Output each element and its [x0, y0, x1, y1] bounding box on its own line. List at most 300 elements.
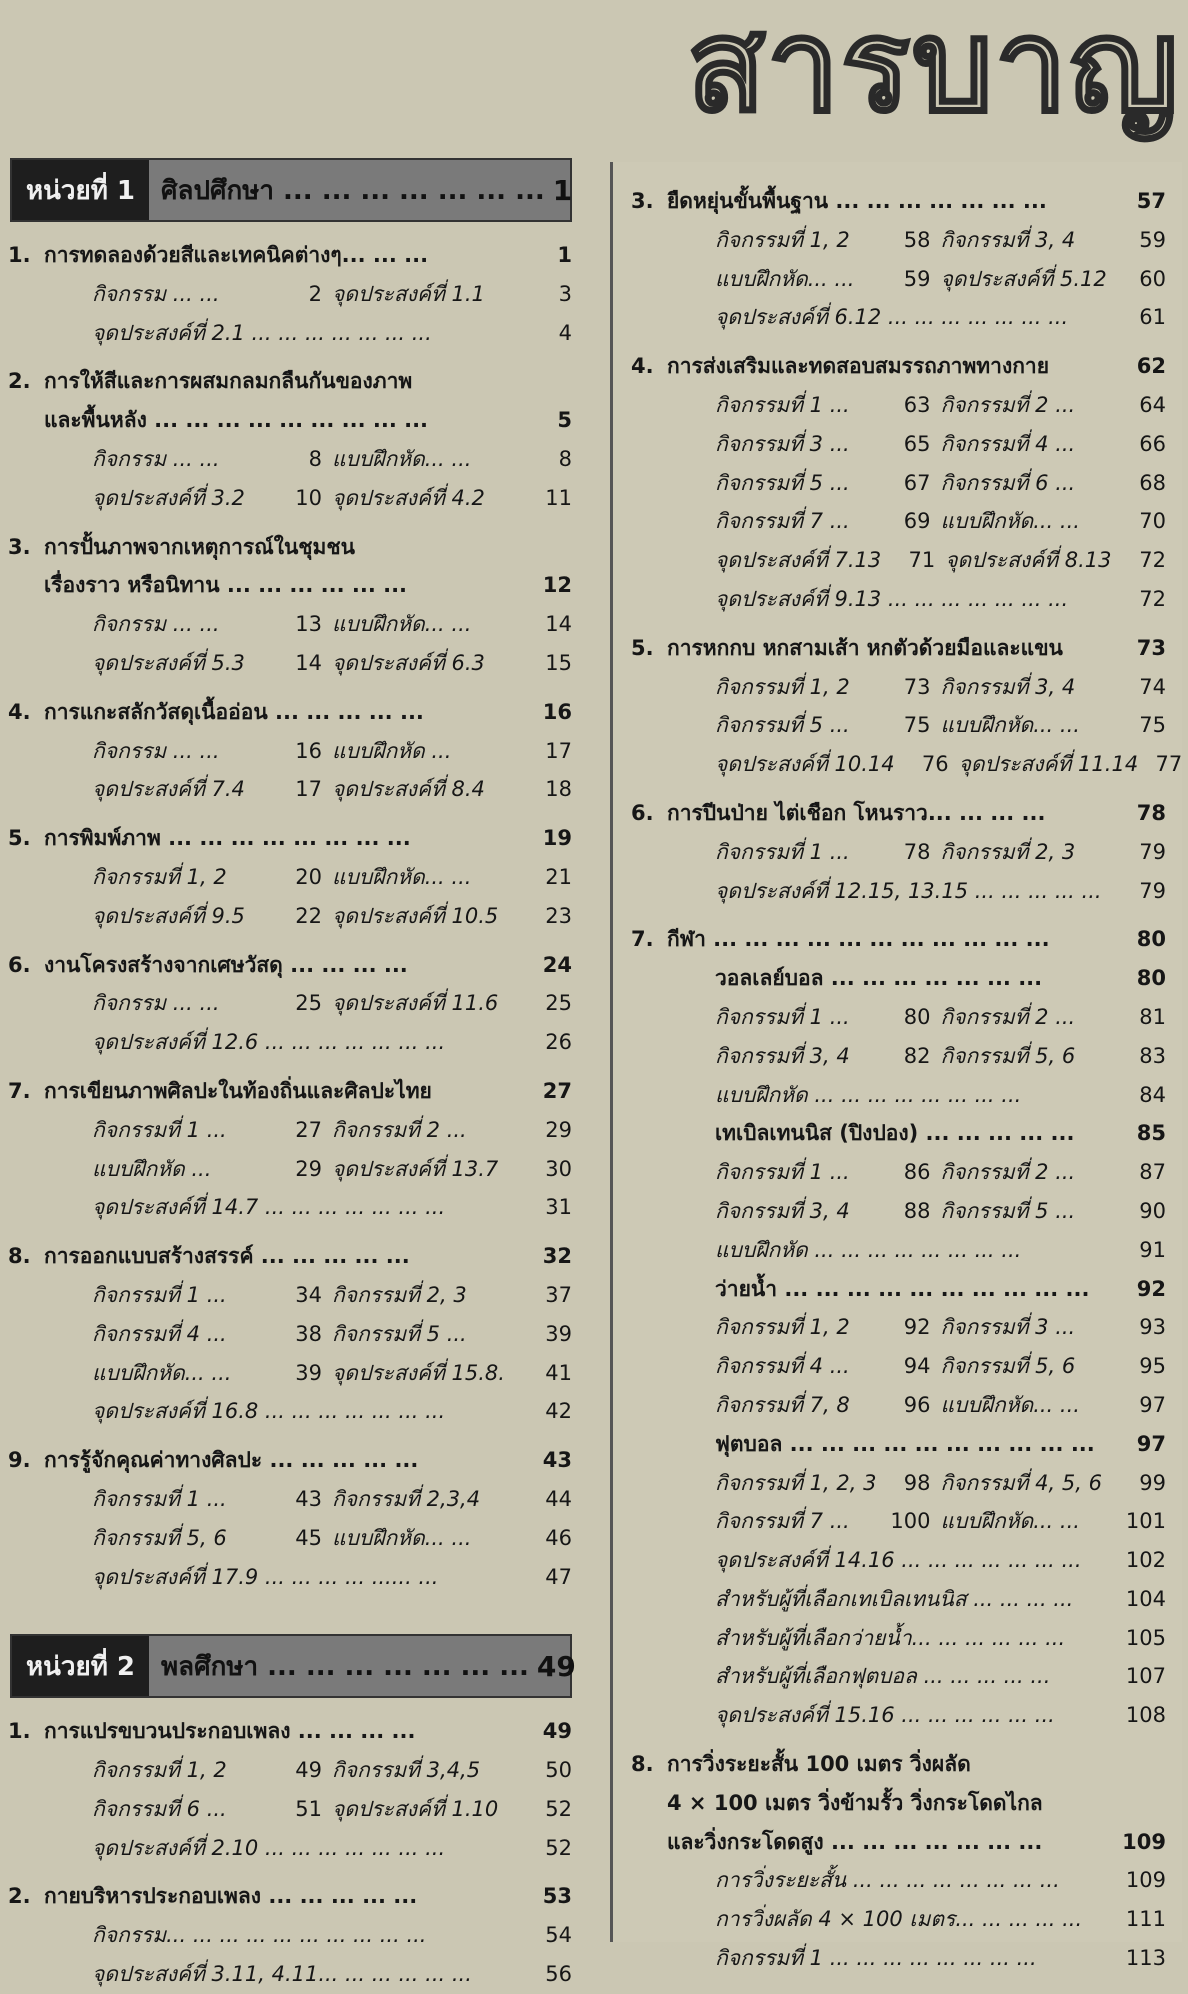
chapter	[631, 182, 1166, 337]
toc-entry	[941, 668, 1167, 707]
subsection-label: วอลเลย์บอล ... ... ... ... ... ... ...	[715, 966, 1043, 991]
chapter-title	[8, 1072, 572, 1111]
toc-entry	[715, 260, 941, 299]
entry-label: จุดประสงค์ที่ 5.3	[92, 650, 245, 675]
entry-label: กิจกรรมที่ 5, 6	[940, 1043, 1076, 1068]
entry-label: แบบฝึกหัด... ...	[940, 1392, 1080, 1417]
chapter-label: กายบริหารประกอบเพลง ... ... ... ... ...	[44, 1884, 418, 1909]
chapter	[8, 693, 572, 809]
toc-entry	[941, 221, 1167, 260]
entry-label: กิจกรรมที่ 1, 2, 3	[715, 1470, 877, 1495]
page-number: 87	[1139, 1160, 1166, 1185]
entry-label: กิจกรรมที่ 7 ...	[715, 1509, 850, 1534]
entry-label: จุดประสงค์ที่ 8.4	[332, 777, 485, 802]
page-number: 73	[1136, 635, 1166, 660]
toc-entry	[941, 706, 1167, 745]
page-number: 76	[921, 752, 949, 777]
entry-label: กิจกรรมที่ 4 ...	[940, 431, 1076, 456]
page-number: 46	[545, 1525, 572, 1550]
chapter-title	[8, 362, 572, 401]
toc-entry	[332, 440, 572, 479]
toc-entry-pair	[667, 1037, 1166, 1076]
entry-label: การวิ่งผลัด 4 × 100 เมตร... ... ... ... ...	[715, 1907, 1083, 1932]
right-column	[610, 162, 1183, 1971]
page-number: 8	[558, 446, 572, 471]
entry-label: กิจกรรมที่ 2 ...	[332, 1117, 467, 1142]
entry-label: กิจกรรมที่ 1, 2	[715, 1315, 850, 1340]
toc-entry	[941, 386, 1167, 425]
toc-entry-pair	[667, 1502, 1166, 1541]
entry-label: จุดประสงค์ที่ 14.7 ... ... ... ... ... ... ...	[92, 1195, 446, 1220]
toc-entry-pair	[44, 605, 572, 644]
entry-label: แบบฝึกหัด... ...	[940, 1509, 1080, 1534]
entry-label: แบบฝึกหัด ... ... ... ... ... ... ... ...	[715, 1082, 1022, 1107]
chapter-label: การรู้จักคุณค่าทางศิลปะ ... ... ... ... ...	[44, 1448, 419, 1473]
toc-entry	[92, 1276, 332, 1315]
entry-label: จุดประสงค์ที่ 6.3	[332, 650, 485, 675]
toc-entry	[715, 706, 941, 745]
toc-entry	[332, 479, 572, 518]
page-number: 1	[552, 173, 573, 207]
page-number: 21	[545, 864, 572, 889]
chapter-title	[631, 629, 1166, 668]
toc-entry-pair	[667, 668, 1166, 707]
page-number: 37	[545, 1282, 572, 1307]
subsection-title	[667, 1270, 1166, 1309]
entry-label: กิจกรรมที่ 1 ...	[715, 1160, 850, 1185]
toc-entry	[44, 1023, 572, 1062]
entry-label: จุดประสงค์ที่ 11.6	[332, 991, 499, 1016]
chapter-number: 6.	[8, 952, 31, 977]
entry-label: แบบฝึกหัด... ...	[332, 1525, 472, 1550]
entry-label: จุดประสงค์ที่ 7.4	[92, 777, 245, 802]
page-number: 64	[1139, 392, 1166, 417]
toc-entry	[667, 1696, 1166, 1735]
toc-entry	[715, 1347, 941, 1386]
chapter-title	[631, 794, 1166, 833]
chapter-title	[44, 566, 572, 605]
chapter	[631, 347, 1166, 619]
page-number: 42	[545, 1399, 572, 1424]
page-number: 38	[295, 1321, 322, 1346]
entry-label: จุดประสงค์ที่ 16.8 ... ... ... ... ... ... ...	[92, 1399, 446, 1424]
toc-entry	[667, 298, 1166, 337]
page-number: 85	[1136, 1121, 1166, 1146]
page-number: 91	[1139, 1237, 1166, 1262]
toc-entry-pair	[44, 1111, 572, 1150]
page-number: 56	[545, 1962, 572, 1987]
page-number: 111	[1125, 1907, 1166, 1932]
toc-entry-pair	[667, 1386, 1166, 1425]
page-number: 80	[1136, 927, 1166, 952]
page-number: 78	[1136, 800, 1166, 825]
entry-label: จุดประสงค์ที่ 4.2	[332, 485, 485, 510]
toc-entry	[332, 1354, 572, 1393]
chapter	[8, 1441, 572, 1596]
entry-label: สำหรับผู้ที่เลือกเทเบิลเทนนิส ... ... ... ...	[715, 1586, 1074, 1611]
page-number: 44	[545, 1486, 572, 1511]
page-number: 108	[1125, 1703, 1166, 1728]
toc-entry	[715, 464, 941, 503]
toc-entry	[44, 1916, 572, 1955]
toc-entry-pair	[44, 1354, 572, 1393]
chapter-title	[631, 1745, 1166, 1784]
chapter-number: 2.	[8, 1884, 31, 1909]
chapter-label: กีฬา ... ... ... ... ... ... ... ... ... ... ...	[667, 927, 1050, 952]
toc-entry	[941, 260, 1167, 299]
toc-entry	[92, 732, 332, 771]
entry-label: แบบฝึกหัด ... ... ... ... ... ... ... ...	[715, 1237, 1022, 1262]
toc-entry	[92, 440, 332, 479]
toc-entry	[941, 1502, 1167, 1541]
page-number: 32	[542, 1244, 572, 1269]
page-number: 51	[295, 1796, 322, 1821]
chapter	[8, 819, 572, 935]
entry-label: จุดประสงค์ที่ 2.10 ... ... ... ... ... ... ...	[92, 1835, 446, 1860]
page-number: 34	[295, 1282, 322, 1307]
page-number: 97	[1139, 1392, 1166, 1417]
chapter-title	[44, 401, 572, 440]
toc-entry-pair	[44, 732, 572, 771]
page-number: 59	[1139, 227, 1166, 252]
toc-entry-pair	[44, 1480, 572, 1519]
entry-label: กิจกรรมที่ 3,4,5	[332, 1758, 481, 1783]
chapter-number: 4.	[8, 699, 31, 724]
entry-label: กิจกรรมที่ 3, 4	[715, 1043, 850, 1068]
unit-tag: หน่วยที่ 2	[12, 1636, 149, 1696]
chapter-label: การวิ่งระยะสั้น 100 เมตร วิ่งผลัด	[667, 1752, 971, 1777]
page-number: 4	[558, 320, 572, 345]
toc-entry	[92, 897, 332, 936]
page-number: 49	[295, 1758, 322, 1783]
entry-label: กิจกรรม ... ...	[92, 612, 220, 637]
entry-label: จุดประสงค์ที่ 17.9 ... ... ... ... ...... ...	[92, 1564, 439, 1589]
unit-title: พลศึกษา ... ... ... ... ... ... ...	[161, 1651, 529, 1682]
toc-entry-pair	[44, 440, 572, 479]
toc-entry	[941, 1386, 1167, 1425]
page-number: 75	[903, 713, 931, 738]
chapter	[8, 1712, 572, 1867]
toc-entry	[667, 1231, 1166, 1270]
page-number: 72	[1139, 586, 1166, 611]
entry-label: แบบฝึกหัด... ...	[92, 1360, 232, 1385]
toc-entry	[332, 732, 572, 771]
page-number: 58	[903, 227, 931, 252]
entry-label: กิจกรรมที่ 1, 2	[715, 227, 850, 252]
page-number: 102	[1125, 1548, 1166, 1573]
chapter-label: การเขียนภาพศิลปะในท้องถิ่นและศิลปะไทย	[44, 1078, 432, 1103]
page-number: 93	[1139, 1315, 1166, 1340]
chapter-label: งานโครงสร้างจากเศษวัสดุ ... ... ... ...	[44, 952, 408, 977]
chapter	[631, 920, 1166, 1735]
entry-label: จุดประสงค์ที่ 12.6 ... ... ... ... ... ... ...	[92, 1030, 446, 1055]
toc-entry-pair	[44, 479, 572, 518]
page-number: 13	[295, 612, 322, 637]
entry-label: กิจกรรมที่ 2, 3	[940, 839, 1076, 864]
page-number: 59	[903, 266, 931, 291]
entry-label: กิจกรรมที่ 5 ...	[715, 470, 850, 495]
entry-label: กิจกรรม ... ...	[92, 446, 220, 471]
toc-entry-pair	[667, 1347, 1166, 1386]
toc-entry	[332, 1276, 572, 1315]
page-number: 26	[545, 1030, 572, 1055]
entry-label: จุดประสงค์ที่ 15.8.	[332, 1360, 505, 1385]
entry-label: กิจกรรมที่ 2 ...	[940, 392, 1076, 417]
chapter-label: การพิมพ์ภาพ ... ... ... ... ... ... ... ...	[44, 826, 411, 851]
unit-section	[8, 236, 572, 1596]
toc-entry	[667, 1939, 1166, 1978]
entry-label: สำหรับผู้ที่เลือกฟุตบอล ... ... ... ... ...	[715, 1664, 1051, 1689]
page-number: 100	[890, 1509, 931, 1534]
toc-entry	[941, 1347, 1167, 1386]
entry-label: กิจกรรมที่ 1 ...	[715, 839, 850, 864]
chapter-number: 7.	[631, 927, 654, 952]
toc-entry	[92, 770, 332, 809]
toc-entry-pair	[44, 1315, 572, 1354]
page-number: 11	[545, 485, 572, 510]
page-number: 57	[1136, 189, 1166, 213]
chapter-title	[8, 1712, 572, 1751]
entry-label: กิจกรรมที่ 1 ...	[92, 1486, 227, 1511]
entry-label: กิจกรรมที่ 3, 4	[940, 674, 1076, 699]
page-number: 79	[1139, 878, 1166, 903]
entry-label: จุดประสงค์ที่ 3.2	[92, 485, 245, 510]
chapter-title	[8, 819, 572, 858]
toc-entry	[667, 1861, 1166, 1900]
page-number: 63	[903, 392, 931, 417]
page-number: 27	[295, 1117, 322, 1142]
chapter-label: 4 × 100 เมตร วิ่งข้ามรั้ว วิ่งกระโดดไกล	[667, 1790, 1043, 1815]
toc-entry	[941, 464, 1167, 503]
toc-entry	[332, 1519, 572, 1558]
page-number: 73	[903, 674, 931, 699]
toc-entry	[715, 1464, 941, 1503]
entry-label: กิจกรรมที่ 4 ...	[715, 1354, 850, 1379]
page-number: 67	[903, 470, 931, 495]
chapter-number: 6.	[631, 800, 654, 825]
entry-label: แบบฝึกหัด... ...	[715, 266, 855, 291]
chapter-title	[8, 1441, 572, 1480]
toc-entry	[667, 1619, 1166, 1658]
chapter-number: 2.	[8, 369, 31, 394]
page-number: 62	[1136, 354, 1166, 379]
page-number: 98	[903, 1470, 931, 1495]
toc-entry-pair	[667, 464, 1166, 503]
entry-label: กิจกรรมที่ 1 ...	[92, 1282, 227, 1307]
toc-entry	[92, 1111, 332, 1150]
toc-entry	[44, 1558, 572, 1597]
entry-label: จุดประสงค์ที่ 9.5	[92, 903, 245, 928]
page-number: 29	[295, 1156, 322, 1181]
entry-label: กิจกรรมที่ 7 ...	[715, 509, 850, 534]
toc-entry	[332, 858, 572, 897]
page-number: 105	[1125, 1625, 1166, 1650]
chapter-title	[8, 236, 572, 275]
toc-entry	[715, 833, 941, 872]
chapter	[8, 362, 572, 517]
toc-entry-pair	[667, 425, 1166, 464]
page-number: 19	[542, 826, 572, 851]
page-number: 113	[1125, 1946, 1166, 1971]
toc-entry-pair	[44, 984, 572, 1023]
toc-entry	[44, 1188, 572, 1227]
toc-entry	[667, 1580, 1166, 1619]
chapter-label: ยืดหยุ่นขั้นพื้นฐาน ... ... ... ... ... ... ...	[667, 189, 1047, 213]
toc-entry	[332, 1150, 572, 1189]
entry-label: จุดประสงค์ที่ 5.12	[940, 266, 1107, 291]
page-number: 45	[295, 1525, 322, 1550]
unit-section	[631, 182, 1183, 1978]
toc-entry	[44, 1392, 572, 1431]
entry-label: จุดประสงค์ที่ 1.1	[332, 281, 485, 306]
toc-entry	[92, 1519, 332, 1558]
toc-entry	[941, 1192, 1167, 1231]
entry-label: กิจกรรมที่ 1, 2	[715, 674, 850, 699]
chapter-title	[667, 1784, 1166, 1823]
toc-entry-pair	[44, 1790, 572, 1829]
page-number: 14	[295, 650, 322, 675]
subsection-title	[667, 1114, 1166, 1153]
chapter-title	[667, 1823, 1166, 1862]
entry-label: กิจกรรมที่ 2 ...	[940, 1160, 1076, 1185]
unit-header	[10, 158, 572, 222]
page-number: 68	[1139, 470, 1166, 495]
subsection-label: ว่ายน้ำ ... ... ... ... ... ... ... ... ... ...	[715, 1276, 1090, 1301]
toc-entry	[92, 605, 332, 644]
entry-label: สำหรับผู้ที่เลือกว่ายน้ำ... ... ... ... ... ...	[715, 1625, 1066, 1650]
toc-entry	[92, 1751, 332, 1790]
entry-label: กิจกรรมที่ 5, 6	[940, 1354, 1076, 1379]
toc-entry	[332, 984, 572, 1023]
toc-entry	[667, 1541, 1166, 1580]
entry-label: กิจกรรมที่ 4, 5, 6	[940, 1470, 1102, 1495]
page-number: 53	[542, 1884, 572, 1909]
page-number: 5	[557, 408, 572, 433]
entry-label: จุดประสงค์ที่ 7.13	[715, 548, 882, 573]
page-number: 92	[1136, 1276, 1166, 1301]
page-number: 66	[1139, 431, 1166, 456]
chapter-number: 3.	[631, 189, 654, 213]
toc-entry	[667, 1657, 1166, 1696]
entry-label: กิจกรรมที่ 3, 4	[940, 227, 1076, 252]
toc-entry	[92, 1480, 332, 1519]
chapter-label: การออกแบบสร้างสรรค์ ... ... ... ... ...	[44, 1244, 410, 1269]
entry-label: กิจกรรม ... ...	[92, 738, 220, 763]
toc-entry	[715, 1386, 941, 1425]
page-number: 107	[1125, 1664, 1166, 1689]
entry-label: กิจกรรมที่ 4 ...	[92, 1321, 227, 1346]
toc-entry	[92, 1315, 332, 1354]
chapter	[631, 794, 1166, 910]
page-number: 16	[542, 699, 572, 724]
toc-entry	[715, 668, 941, 707]
page-number: 79	[1139, 839, 1166, 864]
toc-entry-pair	[667, 386, 1166, 425]
chapter-label: การให้สีและการผสมกลมกลืนกันของภาพ	[44, 369, 413, 394]
entry-label: จุดประสงค์ที่ 15.16 ... ... ... ... ... ...	[715, 1703, 1055, 1728]
chapter-number: 8.	[631, 1752, 654, 1777]
toc-entry	[332, 1315, 572, 1354]
page-number: 12	[542, 573, 572, 598]
toc-entry	[667, 872, 1166, 911]
page-number: 54	[545, 1923, 572, 1948]
page-number: 72	[1139, 548, 1166, 573]
chapter	[8, 946, 572, 1062]
page-number: 20	[295, 864, 322, 889]
page-number: 104	[1125, 1586, 1166, 1611]
toc-entry	[332, 275, 572, 314]
toc-entry	[332, 1111, 572, 1150]
entry-label: กิจกรรมที่ 3 ...	[715, 431, 850, 456]
page-number: 17	[295, 777, 322, 802]
chapter	[8, 1237, 572, 1431]
chapter-title	[631, 347, 1166, 386]
toc-entry	[44, 1955, 572, 1994]
toc-entry-pair	[667, 745, 1183, 784]
entry-label: กิจกรรมที่ 2,3,4	[332, 1486, 481, 1511]
toc-entry	[941, 1308, 1167, 1347]
entry-label: จุดประสงค์ที่ 8.13	[945, 548, 1112, 573]
subsection-title	[667, 1425, 1166, 1464]
entry-label: กิจกรรมที่ 5, 6	[92, 1525, 227, 1550]
chapter-title	[631, 182, 1166, 221]
toc-entry-pair	[667, 502, 1166, 541]
chapter	[8, 1072, 572, 1227]
unit-header	[10, 1634, 576, 1698]
page-number: 25	[545, 991, 572, 1016]
toc-entry-pair	[44, 644, 572, 683]
chapter-label: การปั้นภาพจากเหตุการณ์ในชุมชน	[44, 534, 356, 559]
toc-entry	[715, 221, 941, 260]
toc-entry	[332, 1751, 572, 1790]
toc-entry-pair	[667, 1192, 1166, 1231]
left-column	[8, 158, 576, 1994]
page-number: 84	[1139, 1082, 1166, 1107]
entry-label: จุดประสงค์ที่ 12.15, 13.15 ... ... ... ... ...	[715, 878, 1102, 903]
toc-entry-pair	[667, 1464, 1166, 1503]
toc-entry	[332, 605, 572, 644]
toc-entry	[332, 770, 572, 809]
toc-entry	[715, 386, 941, 425]
page-title: สารบาญ	[687, 0, 1180, 141]
chapter-number: 3.	[8, 534, 31, 559]
page-number: 96	[903, 1392, 931, 1417]
toc-entry-pair	[44, 897, 572, 936]
entry-label: กิจกรรมที่ 5 ...	[940, 1198, 1076, 1223]
page-number: 24	[542, 952, 572, 977]
toc-entry	[92, 1790, 332, 1829]
page-number: 109	[1122, 1829, 1166, 1854]
page-number: 65	[903, 431, 931, 456]
page-number: 60	[1139, 266, 1166, 291]
page-number: 16	[295, 738, 322, 763]
entry-label: จุดประสงค์ที่ 6.12 ... ... ... ... ... ... ...	[715, 305, 1069, 330]
subsection-title	[667, 959, 1166, 998]
toc-entry	[941, 425, 1167, 464]
toc-entry	[715, 1192, 941, 1231]
toc-entry	[715, 502, 941, 541]
page-number: 80	[1136, 966, 1166, 991]
chapter	[8, 528, 572, 683]
page-number: 30	[545, 1156, 572, 1181]
chapter-label: การแปรขบวนประกอบเพลง ... ... ... ...	[44, 1719, 416, 1744]
page-number: 61	[1139, 305, 1166, 330]
page-number: 90	[1139, 1198, 1166, 1223]
toc-entry	[715, 745, 959, 784]
page-number: 49	[536, 1649, 576, 1683]
entry-label: กิจกรรมที่ 6 ...	[92, 1796, 227, 1821]
subsection-label: เทเบิลเทนนิส (ปิงปอง) ... ... ... ... ...	[715, 1121, 1075, 1146]
